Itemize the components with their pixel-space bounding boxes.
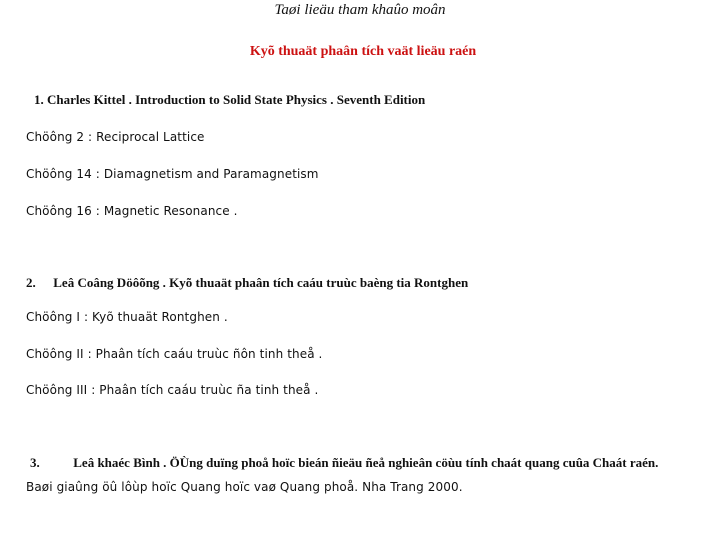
reference-2-number: 2. [26,275,36,290]
reference-1-chapter-3: Chöông 16 : Magnetic Resonance . [26,204,238,218]
reference-2-chapter-3: Chöông III : Phaân tích caáu truùc ña tinh theå . [26,383,319,397]
reference-3-number: 3. [30,455,40,470]
reference-2-heading [26,275,468,291]
reference-3-note: Baøi giaûng öû lôùp hoïc Quang hoïc vaø Quang phoå. Nha Trang 2000. [26,480,463,494]
page-subtitle: Kyõ thuaät phaân tích vaät lieäu raén [249,44,477,59]
reference-3-heading [30,455,658,471]
reference-1-number: 1. [34,92,44,107]
reference-1-heading [34,92,425,108]
reference-3-citation: Leâ khaéc Bình . ÖÙng duïng phoå hoïc bieán ñieäu ñeå nghieân cöùu tính chaát quang cuûa Chaát raén. [73,455,659,470]
reference-2-chapter-1: Chöông I : Kyõ thuaät Rontghen . [26,310,228,324]
reference-2-chapter-2: Chöông II : Phaân tích caáu truùc ñôn tinh theå . [26,347,323,361]
reference-1-citation: Charles Kittel . Introduction to Solid State Physics . Seventh Edition [47,92,426,107]
reference-1-chapter-1: Chöông 2 : Reciprocal Lattice [26,130,205,144]
reference-2-citation: Leâ Coâng Döôõng . Kyõ thuaät phaân tích caáu truùc baèng tia Rontghen [53,275,469,290]
page-title: Taøi lieäu tham khaûo moân [274,2,446,18]
reference-1-chapter-2: Chöông 14 : Diamagnetism and Paramagnetism [26,167,319,181]
